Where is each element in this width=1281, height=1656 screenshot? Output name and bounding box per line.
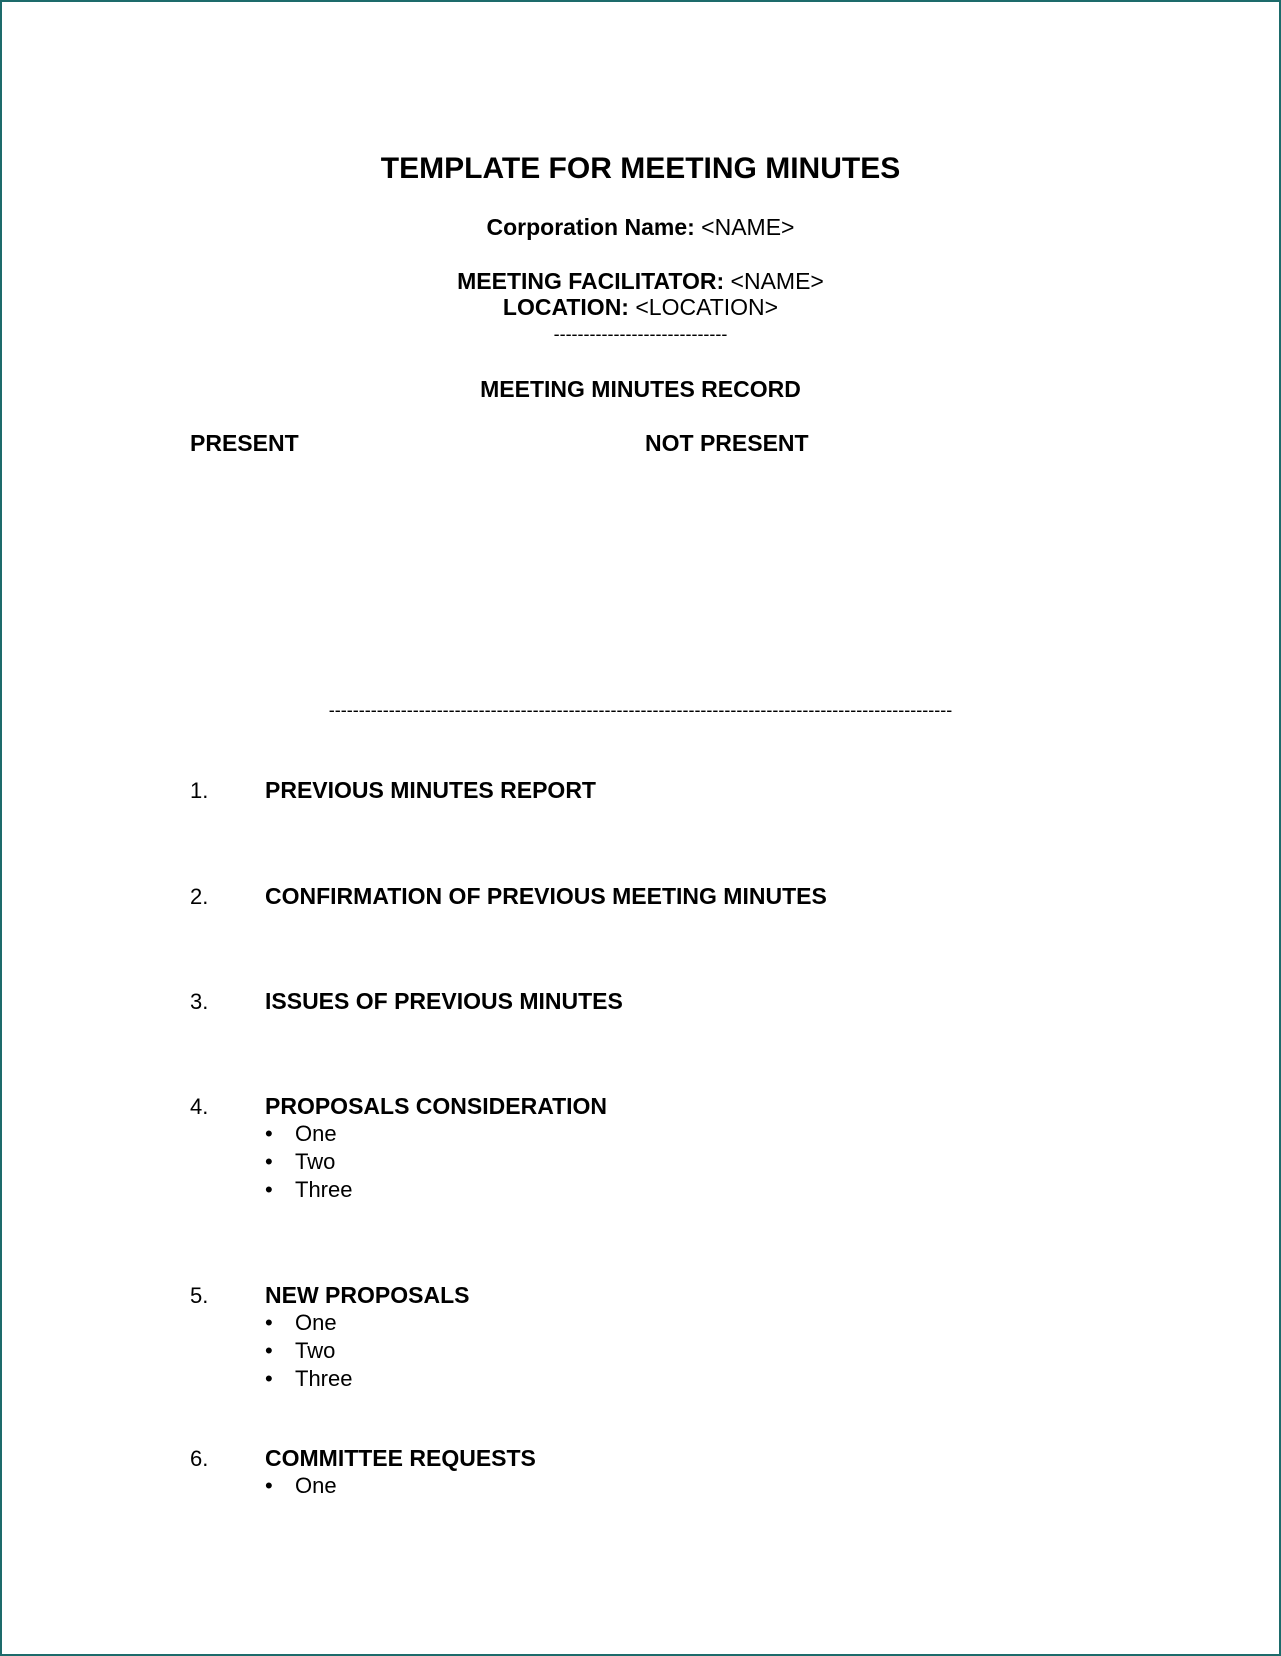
facilitator-value: <NAME> — [730, 268, 824, 294]
list-item — [265, 1366, 352, 1392]
bullet-icon: • — [265, 1338, 273, 1363]
list-item — [265, 1149, 335, 1175]
list-item-text: Two — [295, 1338, 336, 1363]
list-item — [265, 1121, 337, 1147]
list-item — [265, 1473, 337, 1499]
section-number: 2. — [190, 884, 209, 909]
bullet-icon: • — [265, 1310, 273, 1335]
section-number: 5. — [190, 1283, 209, 1308]
present-label: PRESENT — [190, 430, 299, 456]
list-item — [265, 1338, 335, 1364]
document-title: TEMPLATE FOR MEETING MINUTES — [380, 152, 901, 185]
section-number: 6. — [190, 1446, 209, 1471]
list-item-text: One — [295, 1473, 337, 1498]
section-heading: PREVIOUS MINUTES REPORT — [265, 777, 596, 803]
corporation-value: <NAME> — [701, 214, 795, 240]
section-heading: COMMITTEE REQUESTS — [265, 1445, 536, 1471]
list-item — [265, 1310, 337, 1336]
corporation-line — [0, 214, 1281, 241]
short-divider: ----------------------------- — [553, 324, 728, 344]
list-item-text: One — [295, 1310, 337, 1335]
location-line — [0, 294, 1281, 321]
bullet-icon: • — [265, 1473, 273, 1498]
list-item — [265, 1177, 352, 1203]
bullet-icon: • — [265, 1366, 273, 1391]
corporation-label: Corporation Name: — [486, 214, 695, 240]
section-number: 4. — [190, 1094, 209, 1119]
list-item-text: Three — [295, 1366, 353, 1391]
facilitator-label: MEETING FACILITATOR: — [457, 268, 725, 294]
bullet-icon: • — [265, 1177, 273, 1202]
location-value: <LOCATION> — [635, 294, 779, 320]
not-present-label: NOT PRESENT — [645, 430, 809, 456]
record-heading: MEETING MINUTES RECORD — [480, 376, 801, 402]
list-item-text: One — [295, 1121, 337, 1146]
section-heading: CONFIRMATION OF PREVIOUS MEETING MINUTES — [265, 883, 827, 909]
facilitator-line — [0, 268, 1281, 295]
list-item-text: Three — [295, 1177, 353, 1202]
section-number: 3. — [190, 989, 209, 1014]
long-divider: -------------------------------------------------------------------------------------------------------- — [328, 700, 953, 720]
section-heading: PROPOSALS CONSIDERATION — [265, 1093, 608, 1119]
section-heading: NEW PROPOSALS — [265, 1282, 470, 1308]
bullet-icon: • — [265, 1149, 273, 1174]
list-item-text: Two — [295, 1149, 336, 1174]
location-label: LOCATION: — [502, 294, 629, 320]
bullet-icon: • — [265, 1121, 273, 1146]
section-number: 1. — [190, 778, 209, 803]
section-heading: ISSUES OF PREVIOUS MINUTES — [265, 988, 623, 1014]
